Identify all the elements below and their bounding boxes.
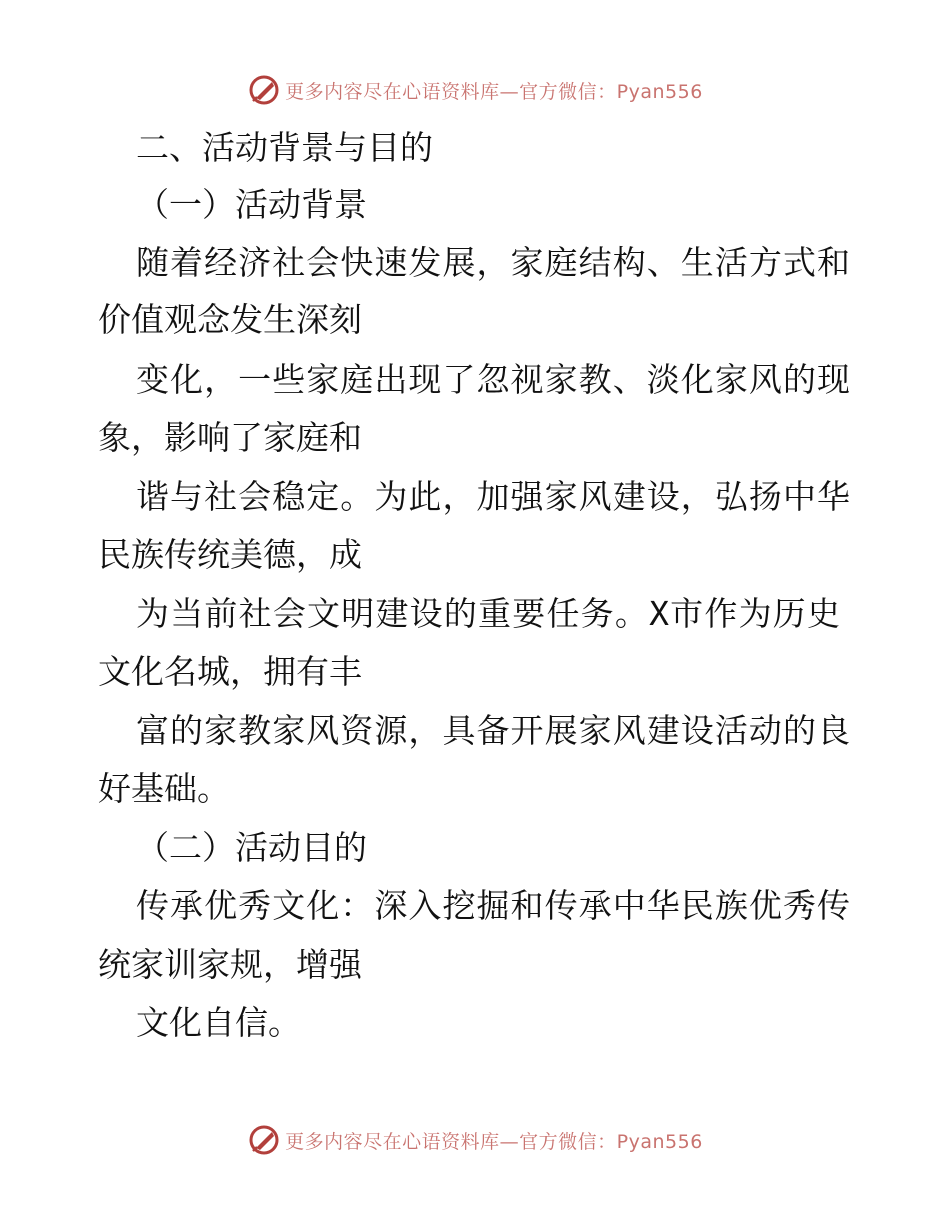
paragraph-line: 为当前社会文明建设的重要任务。X市作为历史 [136, 594, 840, 633]
watermark-label: 更多内容尽在心语资料库—官方微信： [285, 1130, 617, 1153]
watermark-wechat-id: Pyan556 [616, 1130, 703, 1153]
watermark-label: 更多内容尽在心语资料库—官方微信： [285, 80, 617, 103]
paragraph-line: 统家训家规，增强 [98, 945, 362, 984]
paragraph-line: 传承优秀文化：深入挖掘和传承中华民族优秀传 [136, 886, 850, 925]
quill-logo-icon [247, 1123, 281, 1157]
watermark-text [285, 1127, 703, 1154]
paragraph-line: 变化，一些家庭出现了忽视家教、淡化家风的现 [136, 360, 850, 399]
paragraph-line: 随着经济社会快速发展，家庭结构、生活方式和 [136, 243, 850, 282]
paragraph-line: 价值观念发生深刻 [98, 300, 362, 339]
watermark-wechat-id: Pyan556 [616, 80, 703, 103]
paragraph-line: 文化名城，拥有丰 [98, 652, 362, 691]
paragraph-line: 富的家教家风资源，具备开展家风建设活动的良 [136, 711, 850, 750]
quill-logo-icon [247, 73, 281, 107]
subsection-heading-background: （一）活动背景 [136, 185, 367, 224]
paragraph-line: 象，影响了家庭和 [98, 418, 362, 457]
subsection-heading-purpose: （二）活动目的 [136, 828, 367, 867]
watermark-text [285, 77, 703, 104]
paragraph-line: 文化自信。 [136, 1003, 301, 1042]
footer-watermark [0, 1120, 950, 1160]
header-watermark [0, 70, 950, 110]
paragraph-line: 好基础。 [98, 769, 230, 808]
paragraph-line: 谐与社会稳定。为此，加强家风建设，弘扬中华 [136, 477, 850, 516]
section-heading: 二、活动背景与目的 [136, 128, 433, 167]
paragraph-line: 民族传统美德，成 [98, 535, 362, 574]
